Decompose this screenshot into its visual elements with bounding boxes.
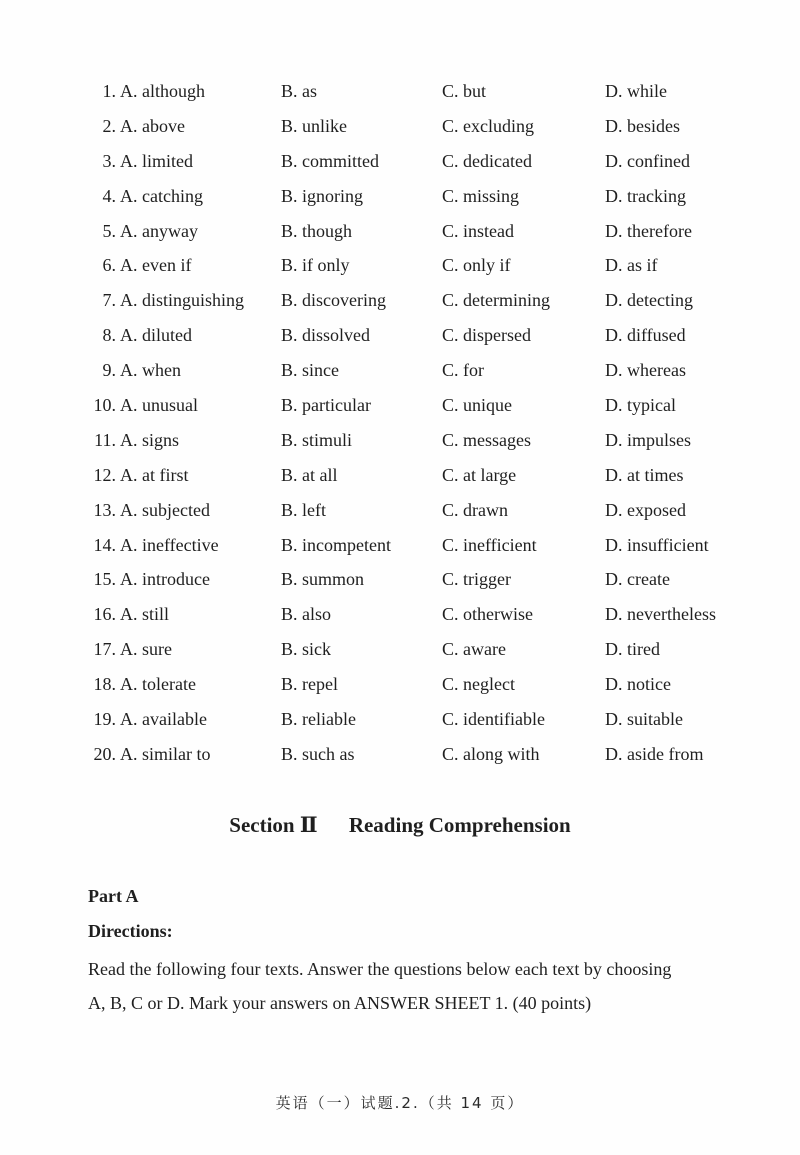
question-number: 7. [102,290,116,311]
directions-line: A, B, C or D. Mark your answers on ANSWER SHEET 1. (40 points) [88,993,592,1013]
option-a: A. tolerate [120,674,196,695]
option-b: B. at all [281,464,338,485]
option-d: D. confined [605,150,690,171]
option-d: D. therefore [605,220,692,241]
part-label: Part A [88,886,139,906]
option-c: C. along with [442,743,540,764]
question-number: 10. [93,395,116,416]
option-c: C. aware [442,639,506,660]
option-d: D. detecting [605,290,693,311]
option-c: C. dispersed [442,325,531,346]
option-c: C. messages [442,429,531,450]
question-number: 19. [93,709,116,730]
option-d: D. tracking [605,185,686,206]
option-c: C. dedicated [442,150,532,171]
question-row [86,76,746,111]
option-d: D. while [605,81,667,101]
option-a: A. unusual [120,395,198,416]
question-row [86,530,746,565]
section-title: Reading Comprehension [348,813,571,837]
option-a: A. at first [120,464,189,485]
question-number: 11. [94,429,116,450]
option-c: C. determining [442,290,550,311]
question-row [86,564,746,599]
option-c: C. trigger [442,569,511,590]
option-b: B. discovering [281,290,386,311]
option-d: D. as if [605,255,658,276]
option-b: B. also [281,604,332,625]
question-number: 9. [102,360,116,381]
option-c: C. identifiable [442,709,545,730]
question-row [86,355,746,390]
option-b: B. since [281,360,339,381]
option-b: B. repel [281,674,338,695]
option-c: C. but [442,81,487,101]
question-row [86,111,746,146]
option-a: A. introduce [120,569,210,590]
option-c: C. drawn [442,499,508,520]
question-row [86,739,746,774]
option-a: A. diluted [120,325,192,346]
question-number: 4. [102,185,116,206]
option-d: D. diffused [605,325,686,346]
option-a: A. available [120,709,207,730]
option-b: B. though [281,220,353,241]
question-number: 20. [93,743,116,764]
option-a: A. even if [120,255,192,276]
option-d: D. create [605,569,670,590]
option-a: A. above [120,115,185,136]
option-a: A. although [120,81,205,101]
option-c: C. inefficient [442,534,537,555]
question-row [86,669,746,704]
option-d: D. nevertheless [605,604,716,625]
question-number: 17. [93,639,116,660]
option-c: C. missing [442,185,520,206]
option-b: B. sick [281,639,332,660]
option-c: C. at large [442,464,517,485]
question-row [86,495,746,530]
option-b: B. if only [281,255,350,276]
question-row [86,460,746,495]
option-b: B. committed [281,150,379,171]
question-number: 3. [102,150,116,171]
question-row [86,704,746,739]
question-row [86,146,746,181]
question-row [86,250,746,285]
option-a: A. catching [120,185,203,206]
question-number: 5. [102,220,116,241]
option-b: B. dissolved [281,325,371,346]
option-a: A. distinguishing [120,290,245,311]
option-a: A. sure [120,639,172,660]
option-a: A. similar to [120,743,211,764]
option-b: B. unlike [281,115,347,136]
option-d: D. whereas [605,360,686,381]
option-a: A. when [120,360,181,381]
option-d: D. impulses [605,429,692,450]
question-row [86,425,746,460]
option-d: D. notice [605,674,671,695]
question-row [86,285,746,320]
option-b: B. particular [281,395,371,416]
question-row [86,390,746,425]
directions-text [88,952,738,1020]
question-number: 13. [93,499,116,520]
question-row [86,216,746,251]
question-number: 18. [93,674,116,695]
cloze-options-list [86,76,746,774]
question-number: 12. [93,464,116,485]
question-number: 6. [102,255,116,276]
option-d: D. insufficient [605,534,709,555]
question-number: 14. [93,534,116,555]
page-footer: 英语（一）试题.2.（共 14 页） [275,1094,525,1112]
option-b: B. left [281,499,326,520]
question-row [86,599,746,634]
option-a: A. ineffective [120,534,219,555]
option-d: D. exposed [605,499,686,520]
question-number: 15. [93,569,116,590]
question-number: 8. [102,325,116,346]
question-row [86,181,746,216]
option-b: B. as [281,81,317,101]
question-number: 1. [102,81,116,101]
option-a: A. still [120,604,170,625]
option-a: A. anyway [120,220,198,241]
option-b: B. incompetent [281,534,391,555]
option-c: C. for [442,360,484,381]
option-c: C. only if [442,255,511,276]
question-row [86,320,746,355]
question-number: 2. [102,115,116,136]
option-b: B. such as [281,743,355,764]
question-row [86,634,746,669]
section-label: Section Ⅱ [229,813,318,837]
section-heading [0,810,800,840]
option-d: D. tired [605,639,660,660]
directions-line: Read the following four texts. Answer the questions below each text by choosing [88,959,672,979]
option-d: D. aside from [605,743,704,764]
option-c: C. otherwise [442,604,533,625]
option-b: B. stimuli [281,429,353,450]
option-d: D. suitable [605,709,683,730]
option-b: B. summon [281,569,365,590]
option-c: C. instead [442,220,514,241]
option-d: D. typical [605,395,676,416]
question-number: 16. [93,604,116,625]
option-a: A. signs [120,429,180,450]
option-c: C. excluding [442,115,534,136]
option-d: D. at times [605,464,684,485]
option-b: B. reliable [281,709,356,730]
option-a: A. limited [120,150,193,171]
option-c: C. unique [442,395,512,416]
directions-label: Directions: [88,921,173,941]
option-b: B. ignoring [281,185,364,206]
option-a: A. subjected [120,499,210,520]
option-d: D. besides [605,115,680,136]
option-c: C. neglect [442,674,515,695]
